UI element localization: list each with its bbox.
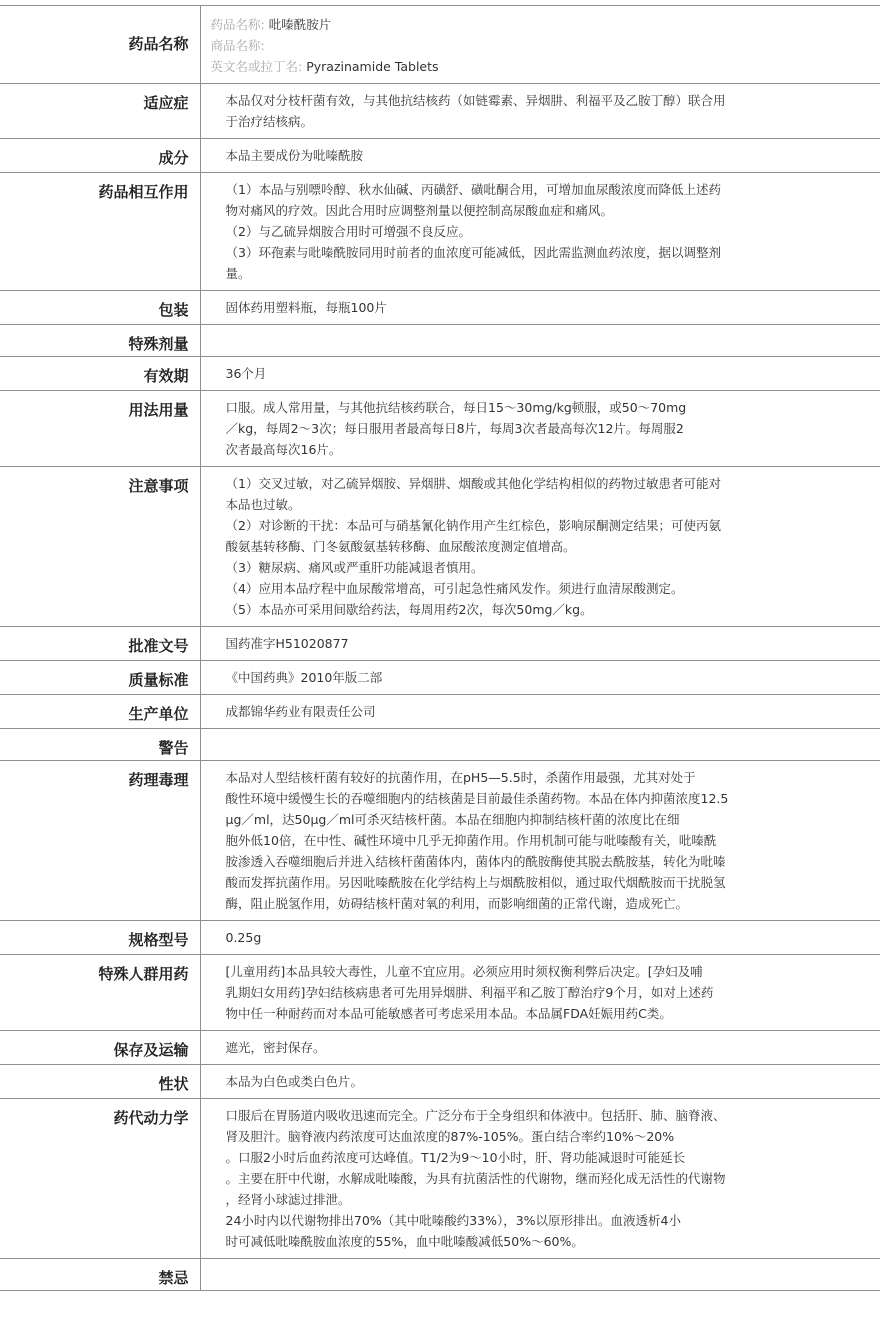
trade-name-key: 商品名称:: [210, 38, 265, 53]
label-standard: 质量标准: [0, 661, 200, 695]
drug-info-table: [0, 5, 880, 1291]
row-package: [0, 291, 880, 325]
text-line: 酶，阻止脱氢作用，妨碍结核杆菌对氧的利用，而影响细菌的正常代谢，造成死亡。: [225, 896, 689, 911]
value-pharmacology: [200, 761, 880, 921]
label-spec: 规格型号: [0, 921, 200, 955]
text-line: 酸而发挥抗菌作用。另因吡嗪酰胺在化学结构上与烟酰胺相似，通过取代烟酰胺而干扰脱氢: [225, 875, 726, 890]
row-ingredients: [0, 139, 880, 173]
label-pharmacokinetics: 药代动力学: [0, 1099, 200, 1259]
row-usage: [0, 391, 880, 467]
text-line: （3）糖尿病、痛风或严重肝功能减退者慎用。: [225, 560, 484, 575]
value-warning: [200, 729, 880, 761]
value-usage: [200, 391, 880, 467]
row-indications: [0, 84, 880, 139]
label-contraindications: 禁忌: [0, 1259, 200, 1291]
text-line: 胺渗透入吞噬细胞后并进入结核杆菌菌体内，菌体内的酰胺酶使其脱去酰胺基，转化为吡嗪: [225, 854, 726, 869]
value-ingredients: [200, 139, 880, 173]
row-spec: [0, 921, 880, 955]
text-line: （1）本品与别嘌呤醇、秋水仙碱、丙磺舒、磺吡酮合用，可增加血尿酸浓度而降低上述药: [225, 182, 721, 197]
value-precautions: [200, 467, 880, 627]
row-special-dosage: [0, 325, 880, 357]
text-line: 本品主要成份为吡嗪酰胺: [225, 148, 364, 163]
value-drug-name: [200, 6, 880, 84]
value-approval: [200, 627, 880, 661]
text-line: ／kg，每周2～3次；每日服用者最高每日8片，每周3次者最高每次12片。每周服2: [225, 421, 684, 436]
value-special-dosage: [200, 325, 880, 357]
text-line: ，经肾小球滤过排泄。: [225, 1192, 351, 1207]
value-validity: [200, 357, 880, 391]
label-indications: 适应症: [0, 84, 200, 139]
text-line: μg／ml，达50μg／ml可杀灭结核杆菌。本品在细胞内抑制结核杆菌的浓度比在细: [225, 812, 680, 827]
text-line: （3）环孢素与吡嗪酰胺同用时前者的血浓度可能减低，因此需监测血药浓度，据以调整剂: [225, 245, 721, 260]
value-standard: [200, 661, 880, 695]
row-special-population: [0, 955, 880, 1031]
text-line: 0.25g: [225, 930, 262, 945]
label-usage: 用法用量: [0, 391, 200, 467]
row-pharmacology: [0, 761, 880, 921]
text-line: 物对痛风的疗效。因此合用时应调整剂量以便控制高尿酸血症和痛风。: [225, 203, 614, 218]
text-line: [儿童用药]本品具较大毒性，儿童不宜应用。必须应用时须权衡利弊后决定。[孕妇及哺: [225, 964, 703, 979]
label-pharmacology: 药理毒理: [0, 761, 200, 921]
value-storage: [200, 1031, 880, 1065]
label-storage: 保存及运输: [0, 1031, 200, 1065]
row-pharmacokinetics: [0, 1099, 880, 1259]
row-storage: [0, 1031, 880, 1065]
text-line: 物中任一种耐药而对本品可能敏感者可考虑采用本品。本品属FDA妊娠用药C类。: [225, 1006, 672, 1021]
text-line: 口服后在胃肠道内吸收迅速而完全。广泛分布于全身组织和体液中。包括肝、肺、脑脊液、: [225, 1108, 726, 1123]
text-line: 遮光，密封保存。: [225, 1040, 326, 1055]
label-drug-name: 药品名称: [0, 6, 200, 84]
label-precautions: 注意事项: [0, 467, 200, 627]
english-name-key: 英文名或拉丁名:: [210, 59, 303, 74]
text-line: 24小时内以代谢物排出70%（其中吡嗪酸约33%），3%以原形排出。血液透析4小: [225, 1213, 682, 1228]
row-validity: [0, 357, 880, 391]
text-line: 乳期妇女用药]孕妇结核病患者可先用异烟肼、利福平和乙胺丁醇治疗9个月，如对上述药: [225, 985, 714, 1000]
text-line: （4）应用本品疗程中血尿酸常增高，可引起急性痛风发作。须进行血清尿酸测定。: [225, 581, 684, 596]
row-drug-name: [0, 6, 880, 84]
row-precautions: [0, 467, 880, 627]
text-line: 《中国药典》2010年版二部: [225, 670, 383, 685]
text-line: 口服。成人常用量，与其他抗结核药联合，每日15～30mg/kg顿服，或50～70mg: [225, 400, 687, 415]
english-name-value: Pyrazinamide Tablets: [306, 59, 439, 74]
text-line: 。口服2小时后血药浓度可达峰值。T1/2为9～10小时，肝、肾功能减退时可能延长: [225, 1150, 686, 1165]
value-pharmacokinetics: [200, 1099, 880, 1259]
text-line: （2）对诊断的干扰：本品可与硝基氰化钠作用产生红棕色，影响尿酮测定结果；可使丙氨: [225, 518, 721, 533]
row-interactions: [0, 173, 880, 291]
label-description: 性状: [0, 1065, 200, 1099]
label-approval: 批准文号: [0, 627, 200, 661]
value-manufacturer: [200, 695, 880, 729]
label-warning: 警告: [0, 729, 200, 761]
label-interactions: 药品相互作用: [0, 173, 200, 291]
text-line: 次者最高每次16片。: [225, 442, 342, 457]
row-manufacturer: [0, 695, 880, 729]
text-line: （2）与乙硫异烟胺合用时可增强不良反应。: [225, 224, 471, 239]
value-special-population: [200, 955, 880, 1031]
label-special-population: 特殊人群用药: [0, 955, 200, 1031]
text-line: 成都锦华药业有限责任公司: [225, 704, 376, 719]
text-line: 量。: [225, 266, 251, 281]
generic-name-key: 药品名称:: [210, 17, 265, 32]
value-interactions: [200, 173, 880, 291]
label-package: 包装: [0, 291, 200, 325]
row-contraindications: [0, 1259, 880, 1291]
text-line: 国药准字H51020877: [225, 636, 349, 651]
text-line: 本品也过敏。: [225, 497, 301, 512]
row-approval: [0, 627, 880, 661]
text-line: 固体药用塑料瓶，每瓶100片: [225, 300, 387, 315]
text-line: 本品仅对分枝杆菌有效，与其他抗结核药（如链霉素、异烟肼、利福平及乙胺丁醇）联合用: [225, 93, 726, 108]
generic-name-value: 吡嗪酰胺片: [268, 17, 332, 32]
label-special-dosage: 特殊剂量: [0, 325, 200, 357]
text-line: 肾及胆汁。脑脊液内药浓度可达血浓度的87%-105%。蛋白结合率约10%～20%: [225, 1129, 675, 1144]
text-line: 酸性环境中缓慢生长的吞噬细胞内的结核菌是目前最佳杀菌药物。本品在体内抑菌浓度12.5: [225, 791, 729, 806]
value-spec: [200, 921, 880, 955]
text-line: （1）交叉过敏，对乙硫异烟胺、异烟肼、烟酸或其他化学结构相似的药物过敏患者可能对: [225, 476, 721, 491]
label-validity: 有效期: [0, 357, 200, 391]
text-line: （5）本品亦可采用间歇给药法，每周用药2次，每次50mg／kg。: [225, 602, 593, 617]
value-indications: [200, 84, 880, 139]
label-ingredients: 成分: [0, 139, 200, 173]
value-contraindications: [200, 1259, 880, 1291]
text-line: 时可减低吡嗪酰胺血浓度的55%，血中吡嗪酸减低50%～60%。: [225, 1234, 584, 1249]
value-description: [200, 1065, 880, 1099]
value-package: [200, 291, 880, 325]
text-line: 胞外低10倍，在中性、碱性环境中几乎无抑菌作用。作用机制可能与吡嗪酸有关，吡嗪酰: [225, 833, 717, 848]
text-line: 于治疗结核病。: [225, 114, 314, 129]
row-warning: [0, 729, 880, 761]
text-line: 酸氨基转移酶、门冬氨酸氨基转移酶、血尿酸浓度测定值增高。: [225, 539, 576, 554]
text-line: 本品对人型结核杆菌有较好的抗菌作用，在pH5—5.5时，杀菌作用最强，尤其对处于: [225, 770, 696, 785]
label-manufacturer: 生产单位: [0, 695, 200, 729]
text-line: 本品为白色或类白色片。: [225, 1074, 364, 1089]
info-rows: [0, 84, 880, 1291]
row-standard: [0, 661, 880, 695]
row-description: [0, 1065, 880, 1099]
text-line: 。主要在肝中代谢，水解成吡嗪酸，为具有抗菌活性的代谢物，继而羟化成无活性的代谢物: [225, 1171, 726, 1186]
text-line: 36个月: [225, 366, 267, 381]
